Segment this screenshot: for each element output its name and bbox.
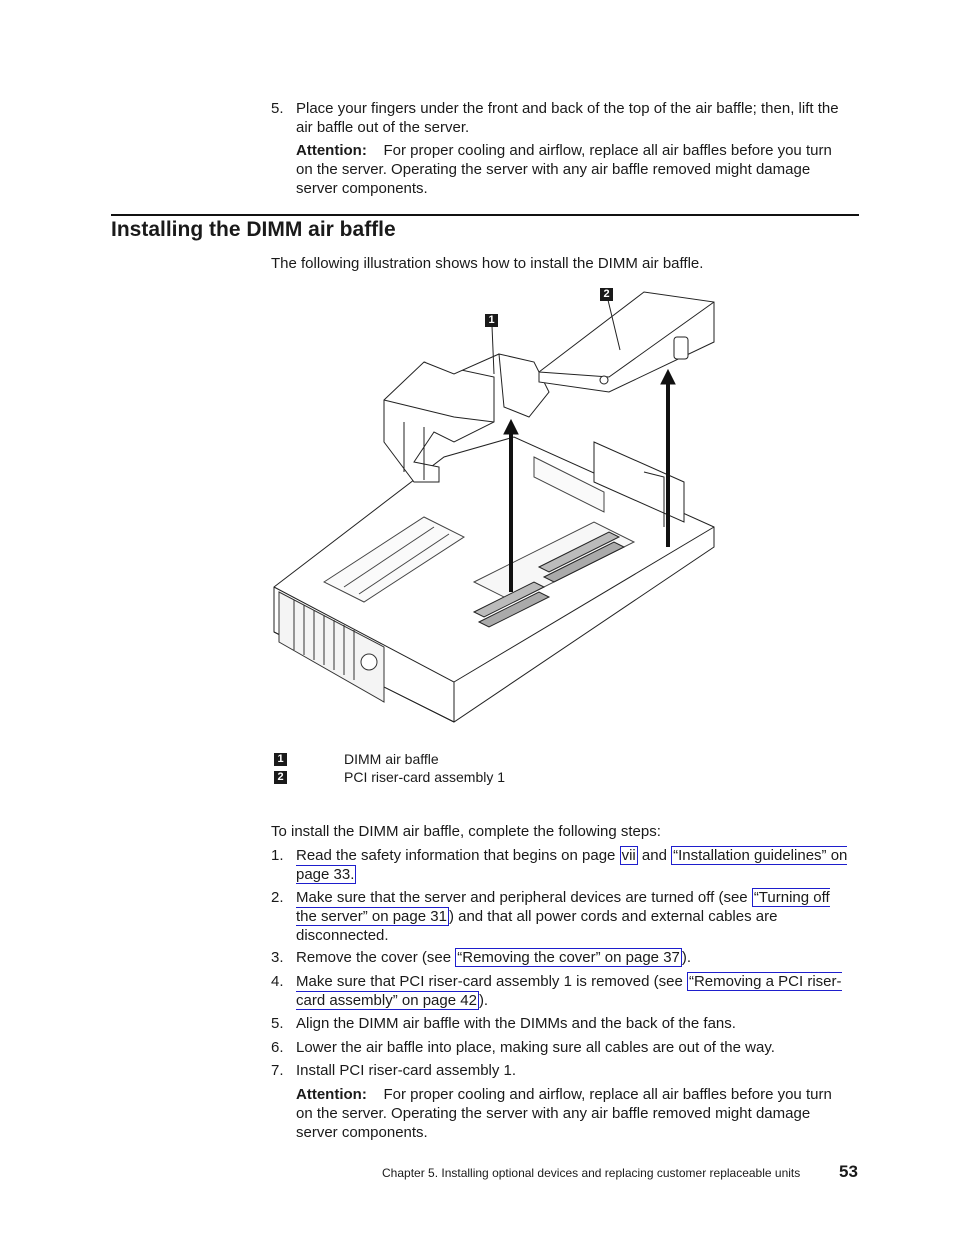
figure-callout-2: 2 [600,288,613,301]
section-title: Installing the DIMM air baffle [111,218,396,241]
step-text: Place your fingers under the front and back of the top of the air baffle; then, lift the air baffle out of the server. [296,100,839,136]
step-text: and [637,847,672,864]
step-number: 3. [271,949,284,966]
step-text: Make sure that PCI riser-card assembly 1 is removed (see [296,973,687,990]
link-turning-off-server[interactable]: “Turning off the server” on page 31 [296,889,830,925]
attention-text: For proper cooling and airflow, replace all air baffles before you turn on the server. Operating the server with any air baffle removed might damage server components. [296,142,832,197]
attention-label: Attention: [296,142,367,159]
step-number: 5. [271,100,284,117]
step-number: 6. [271,1039,284,1056]
step-number: 7. [271,1062,284,1079]
step-number: 5. [271,1015,284,1032]
procedure-step-6: Lower the air baffle into place, making sure all cables are out of the way. [296,1039,775,1056]
figure-callout-1: 1 [485,314,498,327]
procedure-step-7: Install PCI riser-card assembly 1. [296,1062,517,1079]
legend-callout-2: 2 [274,771,287,784]
section-rule [111,214,859,216]
attention-label: Attention: [296,1086,367,1103]
attention-note [296,141,844,198]
legend-callout-1: 1 [274,753,287,766]
legend-label-1: DIMM air baffle [344,751,439,767]
procedure-step-1 [296,846,856,884]
attention-text: For proper cooling and airflow, replace all air baffles before you turn on the server. Operating the server with any air baffle removed might damage server components. [296,1086,832,1141]
procedure-step-3 [296,948,856,967]
procedure-step-2 [296,888,844,945]
step-number: 4. [271,973,284,990]
step-number: 1. [271,847,284,864]
section-intro: The following illustration shows how to install the DIMM air baffle. [271,255,704,272]
footer-chapter: Chapter 5. Installing optional devices and replacing customer replaceable units [382,1166,801,1180]
step-text: ) and that all power cords and external cables are disconnected. [296,908,778,944]
legend-label-2: PCI riser-card assembly 1 [344,769,506,785]
step-text: Make sure that the server and peripheral devices are turned off (see [296,889,752,906]
attention-note [296,1085,844,1142]
step-text: ). [681,949,692,966]
procedure-step-4 [296,972,844,1010]
link-removing-pci-riser[interactable]: “Removing a PCI riser-card assembly” on page 42 [296,973,842,1009]
link-removing-cover[interactable]: “Removing the cover” on page 37 [457,949,680,966]
procedure-intro: To install the DIMM air baffle, complete the following steps: [271,823,661,840]
step-text: Remove the cover (see [296,949,456,966]
server-illustration [264,282,724,732]
step-number: 2. [271,889,284,906]
page-number: 53 [839,1162,858,1181]
link-installation-guidelines[interactable]: “Installation guidelines” on page 33. [296,847,848,883]
step-text: Read the safety information that begins on page [296,847,620,864]
link-page-vii[interactable]: vii [621,847,636,864]
step-text: ). [478,992,489,1009]
procedure-step-5: Align the DIMM air baffle with the DIMMs and the back of the fans. [296,1015,736,1032]
